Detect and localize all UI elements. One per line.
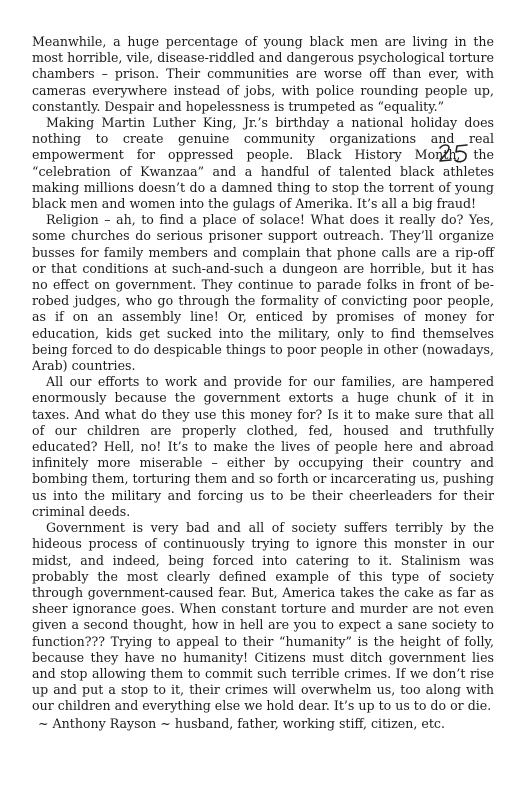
handwritten-page-number <box>437 142 477 166</box>
handwritten-page-number-mark <box>437 142 477 166</box>
paragraph-government: Government is very bad and all of society suffers terribly by the hideous process of continuously trying to ignore this monster in our midst, and indeed, being forced into catering to it. Stalinism was probably the most clearly defined example of this type of society through government-caused fear. But, America takes the cake as far as sheer ignorance goes. When constant torture and murder are not even given a second thought, how in hell are you to expect a sane society to function??? Trying to appeal to their “humanity” is the height of folly, because they have no humanity! Citizens must ditch government lies and stop allowing them to commit such terrible crimes. If we don’t rise up and put a stop to it, their crimes will overwhelm us, too along with our children and everything else we hold dear. It’s up to us to do or die. <box>32 520 494 714</box>
paragraph-prison: Meanwhile, a huge percentage of young black men are living in the most horrible, vile, disease-riddled and dangerous psychological torture chambers – prison. Their communities are worse off than ever, with cameras everywhere instead of jobs, with police rounding people up, constantly. Despair and hopelessness is trumpeted as “equality.” <box>32 34 494 114</box>
paragraph-mlk-holiday: Making Martin Luther King, Jr.’s birthday a national holiday does nothing to create genuine community organizations and real empowerment for oppressed people. Black History Month, the “celebration of Kwanzaa” and a handful of talented black athletes making millions doesn’t do a damned thing to stop the torrent of young black men and women into the gulags of Amerika. It’s all a big fraud! <box>32 115 494 212</box>
paragraph-religion: Religion – ah, to find a place of solace! What does it really do? Yes, some churches do serious prisoner support outreach. They’ll organize busses for family members and complain that phone calls are a rip-off or that conditions at such-and-such a dungeon are horrible, but it has no effect on government. They continue to parade folks in front of be-robed judges, who go through the formality of convicting poor people, as if on an assembly line! Or, enticed by promises of money for education, kids get sucked into the military, only to find themselves being forced to do despicable things to poor people in other (nowadays, Arab) countries. <box>32 212 494 374</box>
paragraph-taxes: All our efforts to work and provide for our families, are hampered enormously because the government extorts a huge chunk of it in taxes. And what do they use this money for? Is it to make sure that all of our children are properly clothed, fed, housed and truthfully educated? Hell, no! It’s to make the lives of people here and abroad infinitely more miserable – either by occupying their country and bombing them, torturing them and so forth or incarcerating us, pushing us into the military and forcing us to be their cheerleaders for their criminal deeds. <box>32 374 494 519</box>
author-signature: ~ Anthony Rayson ~ husband, father, working stiff, citizen, etc. <box>38 716 445 731</box>
article-body <box>32 34 494 715</box>
